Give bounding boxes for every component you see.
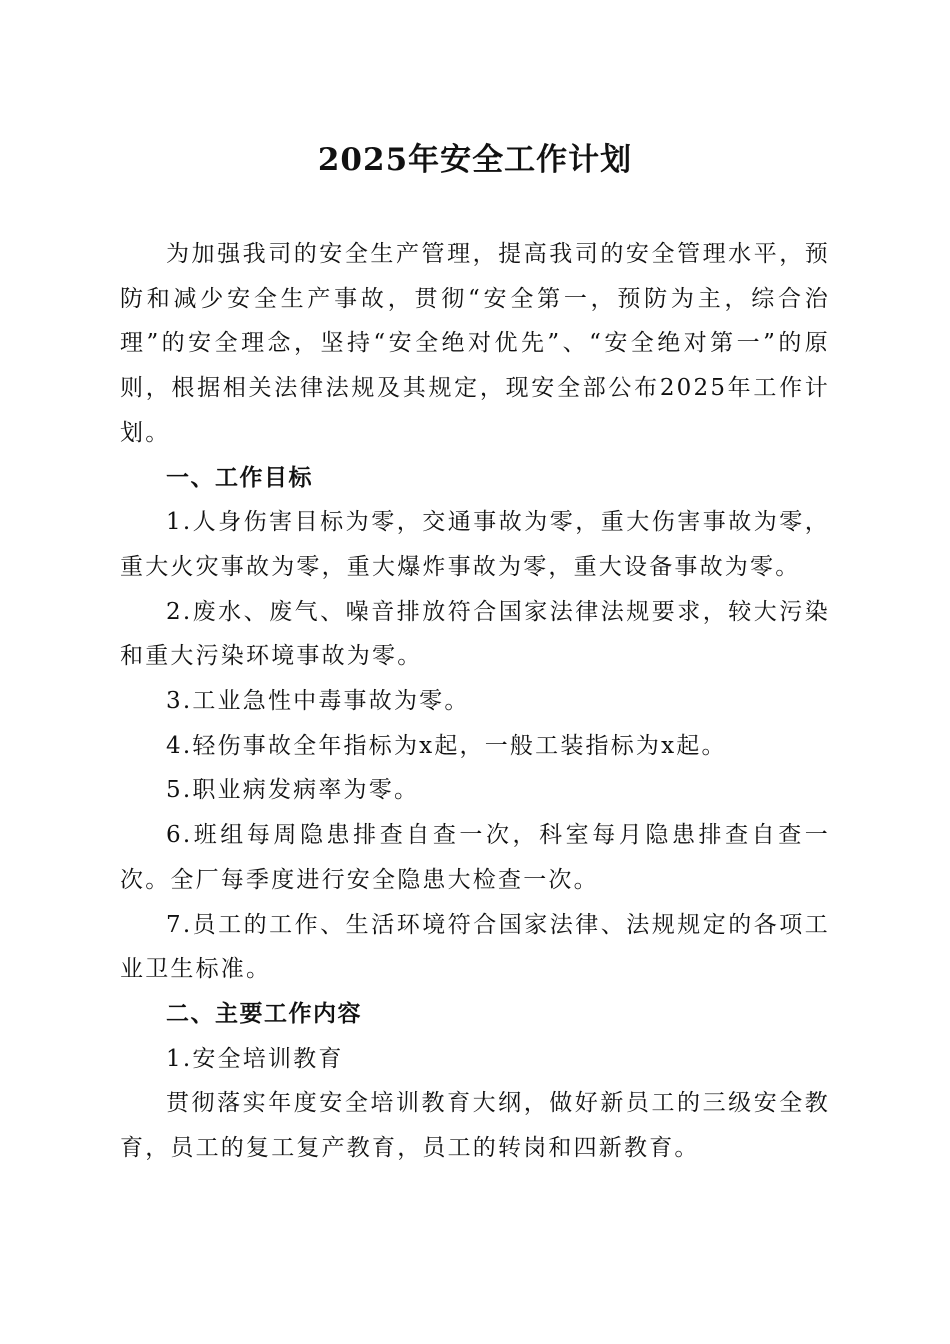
goal-item: 4.轻伤事故全年指标为x起，一般工装指标为x起。 [166,732,727,759]
training-paragraph: 贯彻落实年度安全培训教育大纲，做好新员工的三级安全教育，员工的复工复产教育，员工的转岗和四新教育。 [120,1090,830,1162]
goal-item: 2.废水、废气、噪音排放符合国家法律法规要求，较大污染和重大污染环境事故为零。 [120,598,830,670]
goal-item: 6.班组每周隐患排查自查一次，科室每月隐患排查自查一次。全厂每季度进行安全隐患大检查一次。 [120,822,830,893]
document-body [120,232,830,1171]
goal-item: 3.工业急性中毒事故为零。 [166,688,470,715]
section-heading-main-work: 二、主要工作内容 [166,1000,362,1027]
goal-item: 1.人身伤害目标为零，交通事故为零，重大伤害事故为零，重大火灾事故为零，重大爆炸事故为零，重大设备事故为零。 [120,509,830,580]
section-heading-goals: 一、工作目标 [166,464,313,491]
subsection-heading-training: 1.安全培训教育 [166,1045,344,1072]
intro-paragraph: 为加强我司的安全生产管理，提高我司的安全管理水平，预防和减少安全生产事故，贯彻“安全第一，预防为主，综合治理”的安全理念，坚持“安全绝对优先”、“安全绝对第一”的原则，根据相关法律法规及其规定，现安全部公布2025年工作计划。 [120,241,830,446]
document-title: 2025年安全工作计划 [317,142,633,178]
goal-item: 7.员工的工作、生活环境符合国家法律、法规规定的各项工业卫生标准。 [120,911,830,983]
goal-item: 5.职业病发病率为零。 [166,777,420,804]
